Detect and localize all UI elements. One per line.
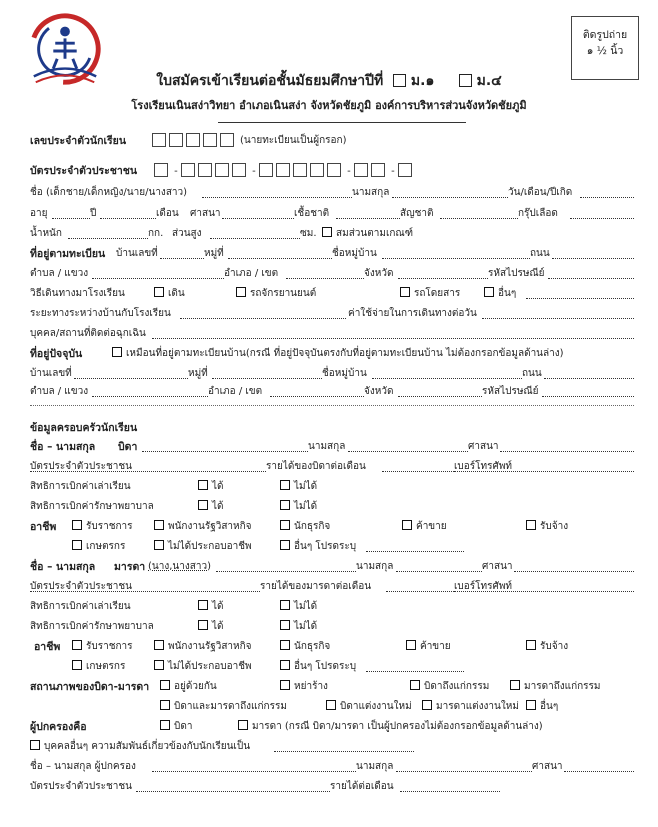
emergency-field[interactable] (152, 338, 634, 339)
status-father-remarried-label: บิดาแต่งงานใหม่ (340, 701, 412, 712)
mother-medical-no-label: ไม่ได้ (294, 621, 318, 632)
mother-occ-other-label: อื่นๆ โปรดระบุ (294, 661, 357, 672)
village-label: ชื่อหมู่บ้าน (332, 248, 377, 259)
cur-postal-label: รหัสไปรษณีย์ (482, 386, 539, 397)
cur-amphoe-label: อำเภอ / เขต (208, 386, 263, 397)
guardian-income-label: รายได้ต่อเดือน (330, 781, 394, 792)
mother-tuition-row (30, 599, 634, 615)
father-phone-field[interactable] (454, 471, 634, 472)
mother-occ-gov-checkbox[interactable] (72, 640, 82, 650)
ethnicity-field[interactable] (336, 218, 400, 219)
father-occ-hire-checkbox[interactable] (526, 520, 536, 530)
mother-citizen-field[interactable] (30, 591, 260, 592)
father-phone-label: เบอร์โทรศัพท์ (454, 461, 513, 472)
current-same-checkbox[interactable] (112, 347, 122, 357)
father-occ-other-checkbox[interactable] (280, 540, 290, 550)
bmi-checkbox[interactable] (322, 227, 332, 237)
mother-occ-trade-checkbox[interactable] (406, 640, 416, 650)
guardian-surname-label: นามสกุล (356, 761, 394, 772)
mother-occ-business[interactable] (280, 639, 330, 655)
guardian-mother-checkbox[interactable] (238, 720, 248, 730)
father-occ-state-label: พนักงานรัฐวิสาหกิจ (168, 521, 252, 532)
father-religion-label: ศาสนา (468, 441, 499, 452)
mother-name-label: ชื่อ – นามสกุล (30, 561, 96, 573)
status-together[interactable] (160, 679, 217, 695)
cur-village-field[interactable] (372, 378, 522, 379)
mother-occ-state-checkbox[interactable] (154, 640, 164, 650)
student-id-label: เลขประจำตัวนักเรียน (30, 135, 127, 147)
mother-occ-business-checkbox[interactable] (280, 640, 290, 650)
father-occ-business-label: นักธุรกิจ (294, 521, 331, 532)
weight-field[interactable] (68, 238, 148, 239)
father-medical-no-checkbox[interactable] (280, 500, 290, 510)
cur-house-no-label: บ้านเลขที่ (30, 368, 72, 379)
mother-medical-row (30, 619, 634, 635)
travel-other-label: อื่นๆ (498, 288, 517, 299)
student-id-note: (นายทะเบียนเป็นผู้กรอก) (240, 135, 347, 146)
cur-province-field[interactable] (398, 396, 482, 397)
month-field[interactable] (100, 218, 156, 219)
guardian-mother-label: มารดา (กรณี บิดา/มารดา เป็นผู้ปกครองไม่ต้องกรอกข้อมูลด้านล่าง) (252, 721, 543, 732)
guardian-label: ผู้ปกครองคือ (30, 721, 87, 733)
travel-moto-label: รถจักรยานยนต์ (250, 288, 317, 299)
travel-other-option[interactable] (484, 286, 516, 302)
father-occ-state[interactable] (154, 519, 252, 535)
father-income-label: รายได้ของบิดาต่อเดือน (266, 461, 366, 472)
current-same-label: เหมือนที่อยู่ตามทะเบียนบ้าน(กรณี ที่อยู่ปัจจุบันตรงกับที่อยู่ตามทะเบียนบ้าน ไม่ต้องกรอกข้อมูลด้านล่าง) (126, 348, 564, 359)
emergency-label: บุคคล/สถานที่ติดต่อฉุกเฉิน (30, 328, 146, 339)
nationality-label: สัญชาติ (400, 208, 434, 219)
cur-postal-field[interactable] (542, 396, 634, 397)
mother-occ-farm-checkbox[interactable] (72, 660, 82, 670)
father-medical-yes[interactable] (198, 499, 224, 515)
mother-occ-hire[interactable] (526, 639, 568, 655)
status-together-checkbox[interactable] (160, 680, 170, 690)
reg-tambon-row (30, 266, 634, 282)
amphoe-label: อำเภอ / เขต (224, 268, 279, 279)
current-address-row (30, 346, 634, 362)
guardian-name-field[interactable] (152, 771, 356, 772)
father-tuition-no-checkbox[interactable] (280, 480, 290, 490)
province-field[interactable] (398, 278, 488, 279)
tambon-label: ตำบล / แขวง (30, 268, 89, 279)
reg-address-row (30, 246, 634, 262)
tambon-field[interactable] (92, 278, 224, 279)
mother-phone-field[interactable] (454, 591, 634, 592)
moo-field[interactable] (228, 258, 332, 259)
bmi-option[interactable] (322, 226, 413, 242)
cm-label: ซม. (300, 228, 317, 239)
mother-occ-gov-label: รับราชการ (86, 641, 133, 652)
mother-occ-hire-checkbox[interactable] (526, 640, 536, 650)
village-field[interactable] (382, 258, 530, 259)
status-mother-remarried-checkbox[interactable] (422, 700, 432, 710)
month-label: เดือน (156, 208, 179, 219)
guardian-citizen-field[interactable] (136, 791, 330, 792)
mother-occ-gov[interactable] (72, 639, 133, 655)
kg-label: กก. (148, 228, 164, 239)
cur-village-label: ชื่อหมู่บ้าน (322, 368, 367, 379)
father-occ-business[interactable] (280, 519, 330, 535)
mother-tuition-yes-label: ได้ (212, 601, 224, 612)
father-tuition-label: สิทธิการเบิกค่าเล่าเรียน (30, 481, 131, 492)
father-occ-gov-checkbox[interactable] (72, 520, 82, 530)
cur-moo-field[interactable] (212, 378, 322, 379)
guardian-name-label: ชื่อ – นามสกุล ผู้ปกครอง (30, 761, 136, 772)
mother-occ-farm-label: เกษตรกร (86, 661, 126, 672)
citizen-id-label: บัตรประจำตัวประชาชน (30, 165, 138, 177)
guardian-relation-field[interactable] (274, 751, 414, 752)
mother-occ-farm[interactable] (72, 659, 125, 675)
current-house-row (30, 366, 634, 382)
father-tuition-yes[interactable] (198, 479, 224, 495)
surname-field[interactable] (392, 197, 508, 198)
father-tuition-row (30, 479, 634, 495)
father-tuition-yes-checkbox[interactable] (198, 480, 208, 490)
guardian-father-checkbox[interactable] (160, 720, 170, 730)
father-label: บิดา (118, 441, 138, 453)
father-occ-other[interactable] (280, 539, 356, 555)
road-field[interactable] (552, 258, 634, 259)
mother-tuition-yes-checkbox[interactable] (198, 600, 208, 610)
father-tuition-no-label: ไม่ได้ (294, 481, 318, 492)
grade-m4-label: ม.๔ (476, 73, 502, 89)
status-label: สถานภาพของบิดา-มารดา (30, 681, 150, 693)
blood-label: กรุ๊ปเลือด (518, 208, 558, 219)
guardian-other-label: บุคคลอื่นๆ ความสัมพันธ์เกี่ยวข้องกับนักเรียนเป็น (44, 741, 251, 752)
grade-m1-label: ม.๑ (410, 73, 435, 89)
mother-medical-yes[interactable] (198, 619, 224, 635)
current-same-option[interactable] (112, 346, 564, 362)
mother-citizen-row (30, 579, 634, 595)
ethnicity-label: เชื้อชาติ (294, 208, 330, 219)
father-occ-farm-checkbox[interactable] (72, 540, 82, 550)
guardian-citizen-row (30, 779, 634, 795)
travel-bus-option[interactable] (400, 286, 460, 302)
father-occ-none-label: ไม่ได้ประกอบอาชีพ (168, 541, 252, 552)
form-subtitle: โรงเรียนเนินสง่าวิทยา อำเภอเนินสง่า จังหวัดชัยภูมิ องค์การบริหารส่วนจังหวัดชัยภูมิ (131, 99, 527, 112)
student-name-row (30, 185, 634, 201)
guardian-religion-label: ศาสนา (532, 761, 563, 772)
guardian-income-field[interactable] (400, 791, 500, 792)
bmi-label: สมส่วนตามเกณฑ์ (336, 228, 414, 239)
status-mother-dead-label: มารดาถึงแก่กรรม (524, 681, 601, 692)
mother-label: มารดา (114, 561, 146, 573)
moo-label: หมู่ที่ (204, 248, 224, 259)
name-field[interactable] (202, 197, 352, 198)
status-other[interactable] (526, 699, 558, 715)
father-name-field[interactable] (142, 451, 308, 452)
religion-label: ศาสนา (190, 208, 221, 219)
guardian-mother[interactable] (238, 719, 543, 735)
father-occ-gov-label: รับราชการ (86, 521, 133, 532)
father-citizen-row (30, 459, 634, 475)
travel-moto-checkbox[interactable] (236, 287, 246, 297)
travel-walk-checkbox[interactable] (154, 287, 164, 297)
father-occ-none-checkbox[interactable] (154, 540, 164, 550)
cur-amphoe-field[interactable] (270, 396, 364, 397)
student-id-boxes[interactable] (152, 133, 237, 150)
status-father-remarried-checkbox[interactable] (326, 700, 336, 710)
surname-label: นามสกุล (352, 187, 390, 198)
mother-occ-other-checkbox[interactable] (280, 660, 290, 670)
height-field[interactable] (210, 238, 300, 239)
age-label: อายุ (30, 208, 48, 219)
travel-other-field[interactable] (526, 298, 634, 299)
nationality-field[interactable] (440, 218, 518, 219)
citizen-id-boxes[interactable]: - - - - (154, 163, 415, 180)
photo-label: ติดรูปถ่าย (582, 29, 628, 41)
mother-occ-none[interactable] (154, 659, 252, 675)
mother-religion-field[interactable] (514, 571, 634, 572)
father-occ-row (30, 519, 634, 535)
cur-road-field[interactable] (544, 378, 634, 379)
guardian-row (30, 719, 634, 735)
father-citizen-field[interactable] (30, 471, 266, 472)
guardian-name-row (30, 759, 634, 775)
family-section-title: ข้อมูลครอบครัวนักเรียน (30, 422, 138, 434)
reg-address-label: ที่อยู่ตามทะเบียน (30, 248, 106, 260)
mother-tuition-no[interactable] (280, 599, 317, 615)
status-other-label: อื่นๆ (540, 701, 559, 712)
guardian-other[interactable] (30, 739, 250, 755)
house-no-field[interactable] (160, 258, 204, 259)
status-both-dead[interactable] (160, 699, 287, 715)
family-section-row (30, 420, 634, 436)
current-address-label: ที่อยู่ปัจจุบัน (30, 348, 83, 360)
mother-medical-no[interactable] (280, 619, 317, 635)
father-occ-hire[interactable] (526, 519, 568, 535)
cur-province-label: จังหวัด (364, 386, 394, 397)
father-occ-farm[interactable] (72, 539, 125, 555)
grade-m1-checkbox[interactable] (393, 74, 406, 87)
guardian-father-label: บิดา (174, 721, 193, 732)
mother-phone-label: เบอร์โทรศัพท์ (454, 581, 513, 592)
mother-tuition-no-checkbox[interactable] (280, 600, 290, 610)
grade-m4-checkbox[interactable] (459, 74, 472, 87)
status-mother-remarried[interactable] (422, 699, 519, 715)
mother-title: (นาง,นางสาว) (148, 561, 211, 572)
photo-size: ๑ ½ นิ้ว (586, 45, 624, 57)
travel-other-checkbox[interactable] (484, 287, 494, 297)
father-surname-field[interactable] (348, 451, 468, 452)
status-divorced[interactable] (280, 679, 328, 695)
travel-walk-label: เดิน (168, 288, 185, 299)
status-divorced-label: หย่าร้าง (294, 681, 328, 692)
father-occ-trade[interactable] (402, 519, 447, 535)
father-occ-label: อาชีพ (30, 521, 57, 533)
cur-house-no-field[interactable] (74, 378, 188, 379)
age-row (30, 206, 634, 222)
mother-occ-business-label: นักธุรกิจ (294, 641, 331, 652)
dob-field[interactable] (580, 197, 634, 198)
status-father-remarried[interactable] (326, 699, 412, 715)
guardian-surname-field[interactable] (396, 771, 532, 772)
travel-bus-label: รถโดยสาร (414, 288, 461, 299)
mother-name-field[interactable] (216, 571, 356, 572)
year-label: ปี (90, 208, 97, 219)
father-religion-field[interactable] (500, 451, 634, 452)
status-father-dead-checkbox[interactable] (410, 680, 420, 690)
father-tuition-no[interactable] (280, 479, 317, 495)
mother-occ-state-label: พนักงานรัฐวิสาหกิจ (168, 641, 252, 652)
father-medical-no-label: ไม่ได้ (294, 501, 318, 512)
title-underline (218, 122, 466, 123)
travel-label: วิธีเดินทางมาโรงเรียน (30, 288, 125, 299)
cost-field[interactable] (482, 318, 634, 319)
postal-label: รหัสไปรษณีย์ (488, 268, 545, 279)
mother-occ-other[interactable] (280, 659, 356, 675)
father-occ-row2 (30, 539, 634, 555)
guardian-citizen-label: บัตรประจำตัวประชาชน (30, 781, 133, 792)
status-divorced-checkbox[interactable] (280, 680, 290, 690)
father-occ-trade-label: ค้าขาย (416, 521, 447, 532)
father-occ-business-checkbox[interactable] (280, 520, 290, 530)
mother-occ-trade-label: ค้าขาย (420, 641, 451, 652)
mother-surname-field[interactable] (396, 571, 482, 572)
mother-tuition-no-label: ไม่ได้ (294, 601, 318, 612)
father-citizen-label: บัตรประจำตัวประชาชน (30, 461, 133, 472)
mother-occ-state[interactable] (154, 639, 252, 655)
father-occ-hire-label: รับจ้าง (540, 521, 569, 532)
cur-moo-label: หมู่ที่ (188, 368, 208, 379)
mother-religion-label: ศาสนา (482, 561, 513, 572)
citizen-id-row (30, 163, 634, 179)
name-label: ชื่อ (เด็กชาย/เด็กหญิง/นาย/นางสาว) (30, 187, 188, 198)
status-father-dead[interactable] (410, 679, 489, 695)
father-medical-row (30, 499, 634, 515)
father-occ-trade-checkbox[interactable] (402, 520, 412, 530)
weight-label: น้ำหนัก (30, 228, 62, 239)
mother-occ-none-checkbox[interactable] (154, 660, 164, 670)
mother-occ-trade[interactable] (406, 639, 451, 655)
guardian-other-row (30, 739, 634, 755)
status-father-dead-label: บิดาถึงแก่กรรม (424, 681, 490, 692)
travel-row (30, 286, 634, 302)
mother-income-label: รายได้ของมารดาต่อเดือน (260, 581, 372, 592)
house-no-label: บ้านเลขที่ (116, 248, 158, 259)
guardian-religion-field[interactable] (564, 771, 634, 772)
mother-medical-label: สิทธิการเบิกค่ารักษาพยาบาล (30, 621, 154, 632)
status-other-checkbox[interactable] (526, 700, 536, 710)
mother-surname-label: นามสกุล (356, 561, 394, 572)
cur-tambon-label: ตำบล / แขวง (30, 386, 89, 397)
status-mother-dead[interactable] (510, 679, 601, 695)
status-mother-remarried-label: มารดาแต่งงานใหม่ (436, 701, 519, 712)
section-divider (30, 405, 634, 406)
mother-medical-yes-label: ได้ (212, 621, 224, 632)
mother-occ-row2 (30, 659, 634, 675)
status-both-dead-label: บิดาและมารดาถึงแก่กรรม (174, 701, 287, 712)
mother-tuition-yes[interactable] (198, 599, 224, 615)
father-medical-no[interactable] (280, 499, 317, 515)
amphoe-field[interactable] (286, 278, 364, 279)
father-medical-yes-checkbox[interactable] (198, 500, 208, 510)
status-row (30, 679, 634, 695)
mother-occ-hire-label: รับจ้าง (540, 641, 569, 652)
mother-occ-label: อาชีพ (34, 641, 61, 653)
mother-occ-row (30, 639, 634, 655)
distance-row (30, 306, 634, 322)
father-tuition-yes-label: ได้ (212, 481, 224, 492)
mother-citizen-label: บัตรประจำตัวประชาชน (30, 581, 133, 592)
distance-field[interactable] (180, 318, 346, 319)
emergency-row (30, 326, 634, 342)
mother-medical-no-checkbox[interactable] (280, 620, 290, 630)
father-occ-gov[interactable] (72, 519, 133, 535)
mother-name-row (30, 559, 634, 575)
distance-label: ระยะทางระหว่างบ้านกับโรงเรียน (30, 308, 171, 319)
road-label: ถนน (530, 248, 550, 259)
mother-occ-none-label: ไม่ได้ประกอบอาชีพ (168, 661, 252, 672)
travel-bus-checkbox[interactable] (400, 287, 410, 297)
religion-field[interactable] (222, 218, 294, 219)
weight-row (30, 226, 634, 242)
father-occ-state-checkbox[interactable] (154, 520, 164, 530)
height-label: ส่วนสูง (172, 228, 202, 239)
travel-walk-option[interactable] (154, 286, 185, 302)
father-medical-yes-label: ได้ (212, 501, 224, 512)
postal-field[interactable] (548, 278, 634, 279)
mother-occ-other-field[interactable] (366, 671, 464, 672)
province-label: จังหวัด (364, 268, 394, 279)
status-together-label: อยู่ด้วยกัน (174, 681, 217, 692)
father-occ-other-label: อื่นๆ โปรดระบุ (294, 541, 357, 552)
guardian-other-checkbox[interactable] (30, 740, 40, 750)
cur-road-label: ถนน (522, 368, 542, 379)
cost-label: ค่าใช้จ่ายในการเดินทางต่อวัน (348, 308, 477, 319)
status-mother-dead-checkbox[interactable] (510, 680, 520, 690)
father-occ-farm-label: เกษตรกร (86, 541, 126, 552)
guardian-father[interactable] (160, 719, 192, 735)
blood-field[interactable] (570, 218, 634, 219)
father-name-label: ชื่อ – นามสกุล (30, 441, 96, 453)
current-tambon-row (30, 384, 634, 400)
student-id-row (30, 133, 634, 149)
mother-tuition-label: สิทธิการเบิกค่าเล่าเรียน (30, 601, 131, 612)
age-field[interactable] (52, 218, 90, 219)
dob-label: วัน/เดือน/ปีเกิด (508, 187, 573, 198)
father-surname-label: นามสกุล (308, 441, 346, 452)
status-both-dead-checkbox[interactable] (160, 700, 170, 710)
father-occ-other-field[interactable] (366, 551, 464, 552)
father-medical-label: สิทธิการเบิกค่ารักษาพยาบาล (30, 501, 154, 512)
cur-tambon-field[interactable] (92, 396, 208, 397)
father-occ-none[interactable] (154, 539, 252, 555)
status-row2 (30, 699, 634, 715)
form-title (0, 70, 658, 92)
father-name-row (30, 439, 634, 455)
title-prefix: ใบสมัครเข้าเรียนต่อชั้นมัธยมศึกษาปีที่ (156, 73, 384, 89)
travel-moto-option[interactable] (236, 286, 316, 302)
mother-medical-yes-checkbox[interactable] (198, 620, 208, 630)
